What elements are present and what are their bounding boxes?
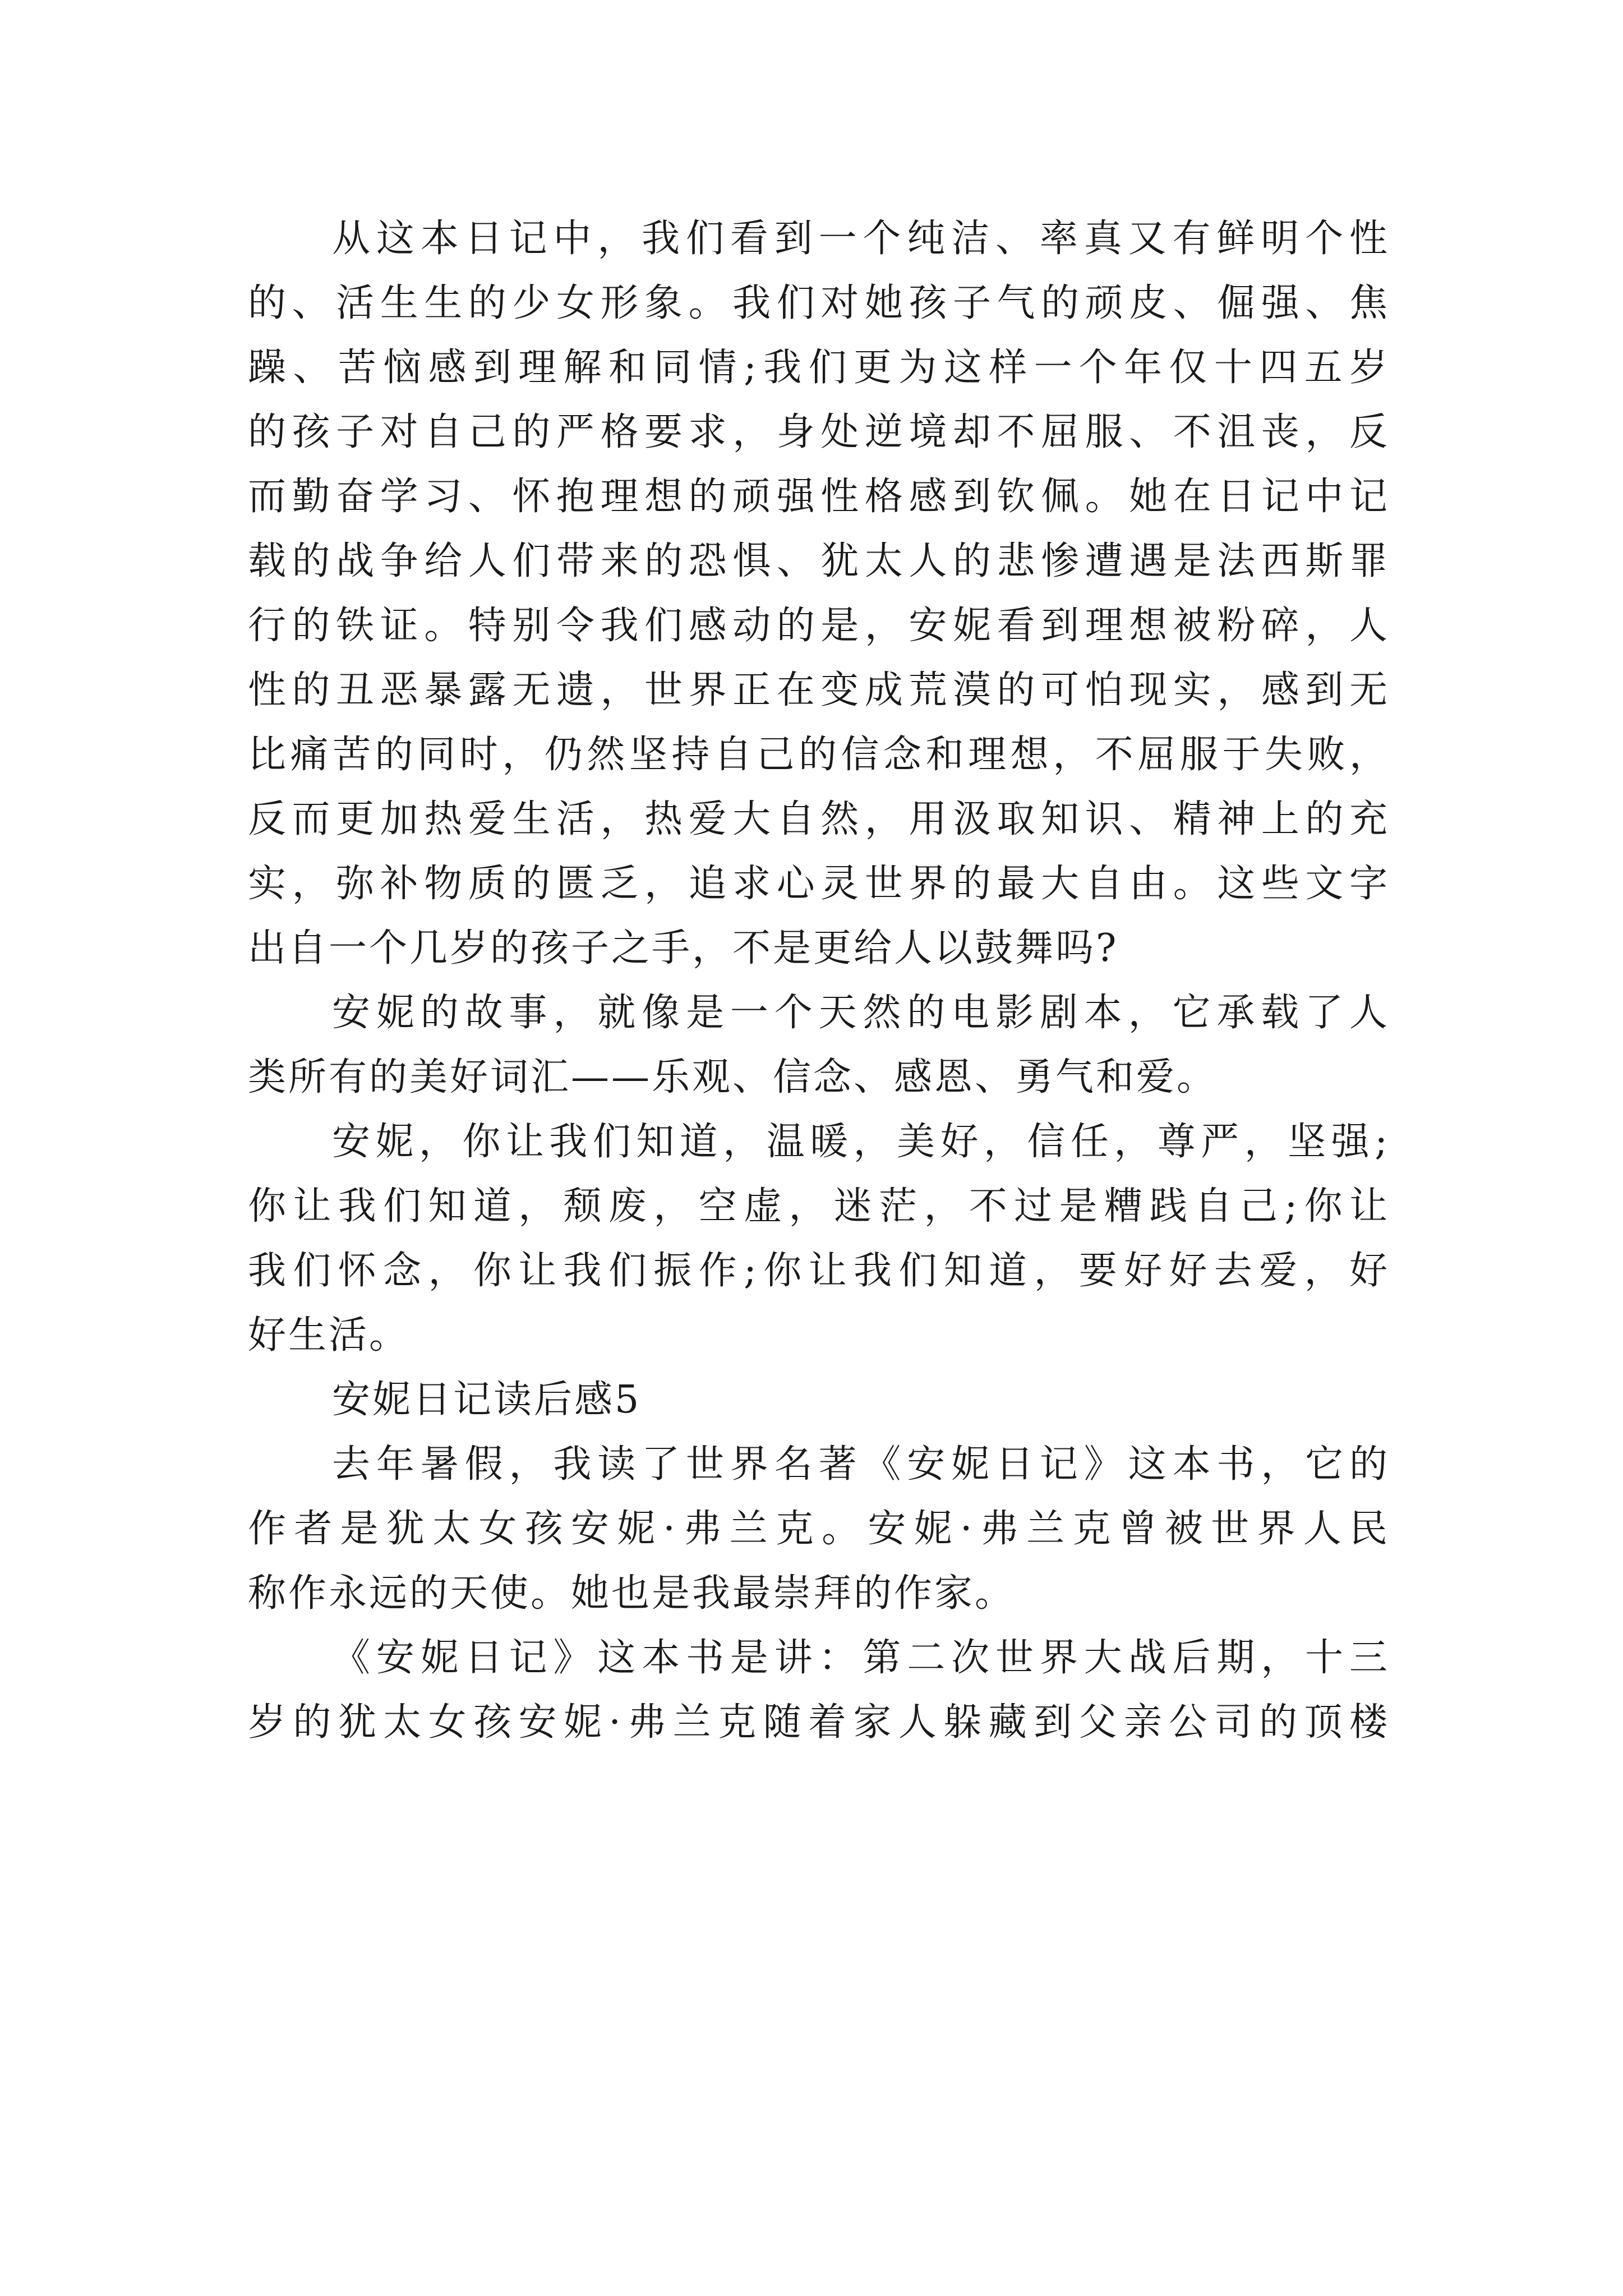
text-line: 《安妮日记》这本书是讲：第二次世界大战后期，十三 [332,1636,1390,1680]
paragraph-2 [248,981,1390,1110]
text-line: 行的铁证。特别令我们感动的是，安妮看到理想被粉碎，人 [248,604,1390,648]
section-heading [248,1368,1390,1432]
text-line: 类所有的美好词汇——乐观、信念、感恩、勇气和爱。 [248,1055,1218,1099]
document-page [248,206,1390,1755]
text-line: 躁、苦恼感到理解和同情;我们更为这样一个年仅十四五岁 [248,346,1390,390]
text-line: 安妮，你让我们知道，温暖，美好，信任，尊严，坚强; [332,1120,1390,1164]
text-line: 载的战争给人们带来的恐惧、犹太人的悲惨遭遇是法西斯罪 [248,539,1390,583]
text-line: 的、活生生的少女形象。我们对她孩子气的顽皮、倔强、焦 [248,281,1390,325]
text-line: 作者是犹太女孩安妮·弗兰克。安妮·弗兰克曾被世界人民 [248,1507,1390,1551]
text-line: 出自一个几岁的孩子之手，不是更给人以鼓舞吗? [248,926,1119,970]
text-line: 比痛苦的同时，仍然坚持自己的信念和理想，不屈服于失败， [248,733,1390,777]
text-line: 你让我们知道，颓废，空虚，迷茫，不过是糟践自己;你让 [248,1184,1390,1228]
text-line: 我们怀念，你让我们振作;你让我们知道，要好好去爱，好 [248,1249,1390,1293]
paragraph-1 [248,206,1390,981]
text-line: 称作永远的天使。她也是我最崇拜的作家。 [248,1571,1016,1616]
text-line: 实，弥补物质的匮乏，追求心灵世界的最大自由。这些文字 [248,862,1390,906]
paragraph-5 [248,1626,1390,1755]
text-line: 岁的犹太女孩安妮·弗兰克随着家人躲藏到父亲公司的顶楼 [248,1700,1390,1745]
paragraph-3 [248,1110,1390,1368]
text-line: 的孩子对自己的严格要求，身处逆境却不屈服、不沮丧，反 [248,410,1390,454]
text-line: 性的丑恶暴露无遗，世界正在变成荒漠的可怕现实，感到无 [248,668,1390,712]
text-line: 安妮的故事，就像是一个天然的电影剧本，它承载了人 [332,991,1390,1035]
heading-text: 安妮日记读后感5 [332,1378,642,1422]
text-line: 去年暑假，我读了世界名著《安妮日记》这本书，它的 [332,1442,1390,1487]
text-line: 反而更加热爱生活，热爱大自然，用汲取知识、精神上的充 [248,797,1390,841]
text-line: 好生活。 [248,1313,410,1358]
paragraph-4 [248,1432,1390,1626]
text-line: 从这本日记中，我们看到一个纯洁、率真又有鲜明个性 [332,217,1390,261]
text-line: 而勤奋学习、怀抱理想的顽强性格感到钦佩。她在日记中记 [248,475,1390,519]
